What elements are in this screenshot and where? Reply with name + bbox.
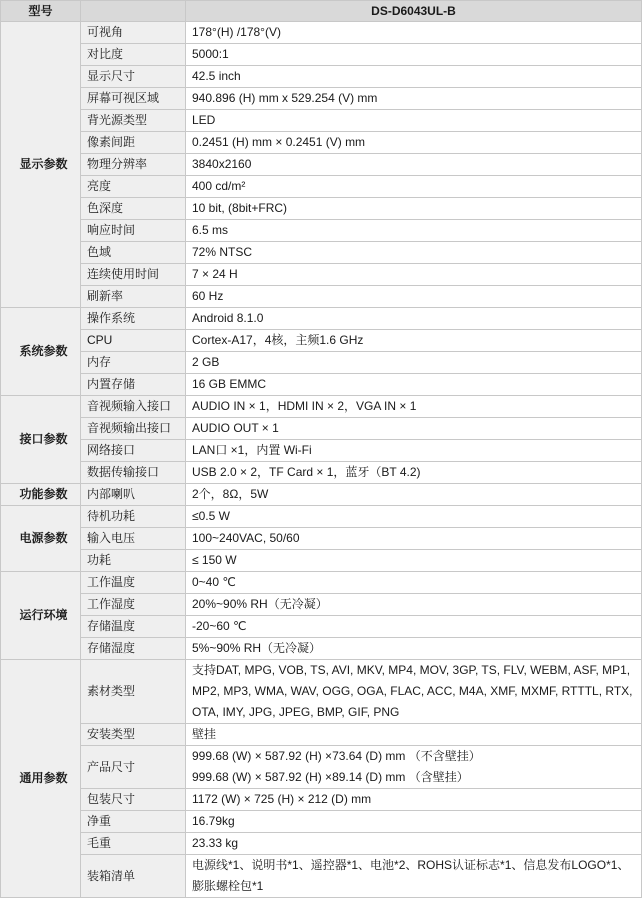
- spec-value-line: 100~240VAC, 50/60: [192, 531, 300, 545]
- spec-row: [1, 811, 642, 833]
- spec-label: 显示尺寸: [81, 66, 186, 88]
- category-label: 通用参数: [1, 660, 81, 898]
- spec-value-line: LED: [192, 113, 216, 127]
- spec-row: [1, 330, 642, 352]
- spec-value-line: 6.5 ms: [192, 223, 229, 237]
- spec-row: [1, 220, 642, 242]
- spec-value: [186, 352, 642, 374]
- model-label: 型号: [1, 1, 81, 22]
- spec-value: [186, 440, 642, 462]
- spec-value: [186, 855, 642, 898]
- spec-value-line: 940.896 (H) mm x 529.254 (V) mm: [192, 91, 378, 105]
- spec-value-line: 2个，8Ω，5W: [192, 487, 269, 501]
- spec-row: [1, 396, 642, 418]
- spec-value-line: USB 2.0 × 2，TF Card × 1，蓝牙（BT 4.2): [192, 465, 421, 479]
- spec-value: [186, 572, 642, 594]
- spec-value: [186, 811, 642, 833]
- spec-value: [186, 506, 642, 528]
- spec-label: CPU: [81, 330, 186, 352]
- spec-value: [186, 22, 642, 44]
- spec-value-line: -20~60 ℃: [192, 619, 247, 633]
- spec-label: 工作湿度: [81, 594, 186, 616]
- spec-value-line: 3840x2160: [192, 157, 252, 171]
- spec-value: [186, 242, 642, 264]
- spec-row: [1, 506, 642, 528]
- spec-label: 背光源类型: [81, 110, 186, 132]
- spec-value: [186, 198, 642, 220]
- spec-row: [1, 22, 642, 44]
- spec-value-line: 2 GB: [192, 355, 220, 369]
- spec-value-line: ≤0.5 W: [192, 509, 230, 523]
- spec-label: 操作系统: [81, 308, 186, 330]
- spec-row: [1, 638, 642, 660]
- category-label: 显示参数: [1, 22, 81, 308]
- spec-value-line: 支持DAT, MPG, VOB, TS, AVI, MKV, MP4, MOV, 3GP, TS, FLV, WEBM, ASF, MP1, MP2, MP3, WMA, WAV, OGG, OGA, FLAC, ACC, M4A, XMF, MXMF, RTTTL, RTX, OTA, IMY, JPG, JPEG, BMP, GIF, PNG: [192, 663, 633, 719]
- spec-label: 响应时间: [81, 220, 186, 242]
- spec-label: 输入电压: [81, 528, 186, 550]
- spec-label: 像素间距: [81, 132, 186, 154]
- spec-label: 亮度: [81, 176, 186, 198]
- spec-label: 色域: [81, 242, 186, 264]
- spec-value: [186, 308, 642, 330]
- spec-value: [186, 594, 642, 616]
- spec-value-line: 10 bit, (8bit+FRC): [192, 201, 288, 215]
- spec-row: [1, 308, 642, 330]
- spec-label: 待机功耗: [81, 506, 186, 528]
- spec-row: [1, 616, 642, 638]
- spec-label: 工作温度: [81, 572, 186, 594]
- spec-row: [1, 418, 642, 440]
- spec-row: [1, 374, 642, 396]
- spec-label: 音视频输入接口: [81, 396, 186, 418]
- category-label: 电源参数: [1, 506, 81, 572]
- spec-label: 装箱清单: [81, 855, 186, 898]
- spec-value: [186, 638, 642, 660]
- spec-row: [1, 594, 642, 616]
- spec-value: [186, 110, 642, 132]
- spec-row: [1, 110, 642, 132]
- spec-value: [186, 484, 642, 506]
- spec-label: 素材类型: [81, 660, 186, 724]
- spec-label: 物理分辨率: [81, 154, 186, 176]
- spec-row: [1, 746, 642, 789]
- spec-row: [1, 550, 642, 572]
- category-label: 运行环境: [1, 572, 81, 660]
- spec-row: [1, 855, 642, 898]
- spec-row: [1, 132, 642, 154]
- spec-row: [1, 44, 642, 66]
- spec-value: [186, 789, 642, 811]
- spec-body: [1, 22, 642, 898]
- spec-value: [186, 660, 642, 724]
- spec-label: 功耗: [81, 550, 186, 572]
- spec-label: 内部喇叭: [81, 484, 186, 506]
- spec-value-line: Android 8.1.0: [192, 311, 264, 325]
- spec-value: [186, 154, 642, 176]
- spec-value-line: Cortex-A17，4核，主频1.6 GHz: [192, 333, 364, 347]
- category-label: 功能参数: [1, 484, 81, 506]
- spec-row: [1, 242, 642, 264]
- spec-label: 内存: [81, 352, 186, 374]
- spec-value: [186, 396, 642, 418]
- spec-label: 存储湿度: [81, 638, 186, 660]
- spec-value-line: AUDIO IN × 1，HDMI IN × 2，VGA IN × 1: [192, 399, 417, 413]
- spec-value: [186, 88, 642, 110]
- spec-value: [186, 528, 642, 550]
- spec-row: [1, 440, 642, 462]
- spec-value-line: 42.5 inch: [192, 69, 241, 83]
- spec-value: [186, 286, 642, 308]
- spec-value-line: 20%~90% RH（无冷凝）: [192, 597, 328, 611]
- spec-label: 刷新率: [81, 286, 186, 308]
- spec-value: [186, 330, 642, 352]
- spec-label: 屏幕可视区域: [81, 88, 186, 110]
- spec-label: 数据传输接口: [81, 462, 186, 484]
- spec-label: 连续使用时间: [81, 264, 186, 286]
- spec-value-line: 壁挂: [192, 727, 217, 741]
- spec-value-line: 178°(H) /178°(V): [192, 25, 281, 39]
- spec-row: [1, 198, 642, 220]
- spec-value-line: ≤ 150 W: [192, 553, 237, 567]
- spec-row: [1, 154, 642, 176]
- spec-value: [186, 220, 642, 242]
- spec-value: [186, 724, 642, 746]
- spec-label: 内置存储: [81, 374, 186, 396]
- spec-value: [186, 374, 642, 396]
- spec-value: [186, 132, 642, 154]
- spec-row: [1, 88, 642, 110]
- spec-label: 净重: [81, 811, 186, 833]
- spec-label: 安装类型: [81, 724, 186, 746]
- spec-value-line: 999.68 (W) × 587.92 (H) ×73.64 (D) mm （不含壁挂）: [192, 749, 481, 763]
- spec-value-line: 5%~90% RH（无冷凝）: [192, 641, 322, 655]
- spec-row: [1, 572, 642, 594]
- spec-value: [186, 616, 642, 638]
- model-label-spacer: [81, 1, 186, 22]
- spec-value: [186, 176, 642, 198]
- spec-label: 网络接口: [81, 440, 186, 462]
- spec-value: [186, 264, 642, 286]
- spec-label: 存储温度: [81, 616, 186, 638]
- spec-label: 毛重: [81, 833, 186, 855]
- spec-row: [1, 833, 642, 855]
- spec-label: 包装尺寸: [81, 789, 186, 811]
- spec-value-line: 16 GB EMMC: [192, 377, 267, 391]
- spec-row: [1, 724, 642, 746]
- spec-value-line: 电源线*1、说明书*1、遥控器*1、电池*2、ROHS认证标志*1、信息发布LOGO*1、膨胀螺栓包*1: [192, 858, 630, 893]
- spec-row: [1, 528, 642, 550]
- spec-value-line: 16.79kg: [192, 814, 235, 828]
- spec-value: [186, 833, 642, 855]
- spec-label: 可视角: [81, 22, 186, 44]
- spec-value-line: 60 Hz: [192, 289, 224, 303]
- spec-value-line: LAN口 ×1，内置 Wi-Fi: [192, 443, 312, 457]
- spec-row: [1, 286, 642, 308]
- spec-value-line: AUDIO OUT × 1: [192, 421, 279, 435]
- category-label: 接口参数: [1, 396, 81, 484]
- spec-label: 色深度: [81, 198, 186, 220]
- spec-label: 产品尺寸: [81, 746, 186, 789]
- spec-value-line: 1172 (W) × 725 (H) × 212 (D) mm: [192, 792, 372, 806]
- spec-value: [186, 66, 642, 88]
- model-value: DS-D6043UL-B: [186, 1, 642, 22]
- spec-row: [1, 66, 642, 88]
- spec-value-line: 0.2451 (H) mm × 0.2451 (V) mm: [192, 135, 366, 149]
- spec-value: [186, 550, 642, 572]
- spec-value-line: 400 cd/m²: [192, 179, 246, 193]
- spec-value-line: 999.68 (W) × 587.92 (H) ×89.14 (D) mm （含壁挂）: [192, 770, 469, 784]
- spec-value: [186, 418, 642, 440]
- spec-row: [1, 484, 642, 506]
- header-row: [1, 1, 642, 22]
- category-label: 系统参数: [1, 308, 81, 396]
- spec-value-line: 23.33 kg: [192, 836, 239, 850]
- spec-value-line: 7 × 24 H: [192, 267, 238, 281]
- spec-label: 音视频输出接口: [81, 418, 186, 440]
- spec-value-line: 5000:1: [192, 47, 229, 61]
- spec-row: [1, 264, 642, 286]
- spec-row: [1, 789, 642, 811]
- spec-value: [186, 462, 642, 484]
- spec-value: [186, 44, 642, 66]
- spec-row: [1, 660, 642, 724]
- spec-value-line: 0~40 ℃: [192, 575, 236, 589]
- spec-row: [1, 462, 642, 484]
- spec-value-line: 72% NTSC: [192, 245, 253, 259]
- spec-label: 对比度: [81, 44, 186, 66]
- spec-value: [186, 746, 642, 789]
- spec-row: [1, 176, 642, 198]
- spec-row: [1, 352, 642, 374]
